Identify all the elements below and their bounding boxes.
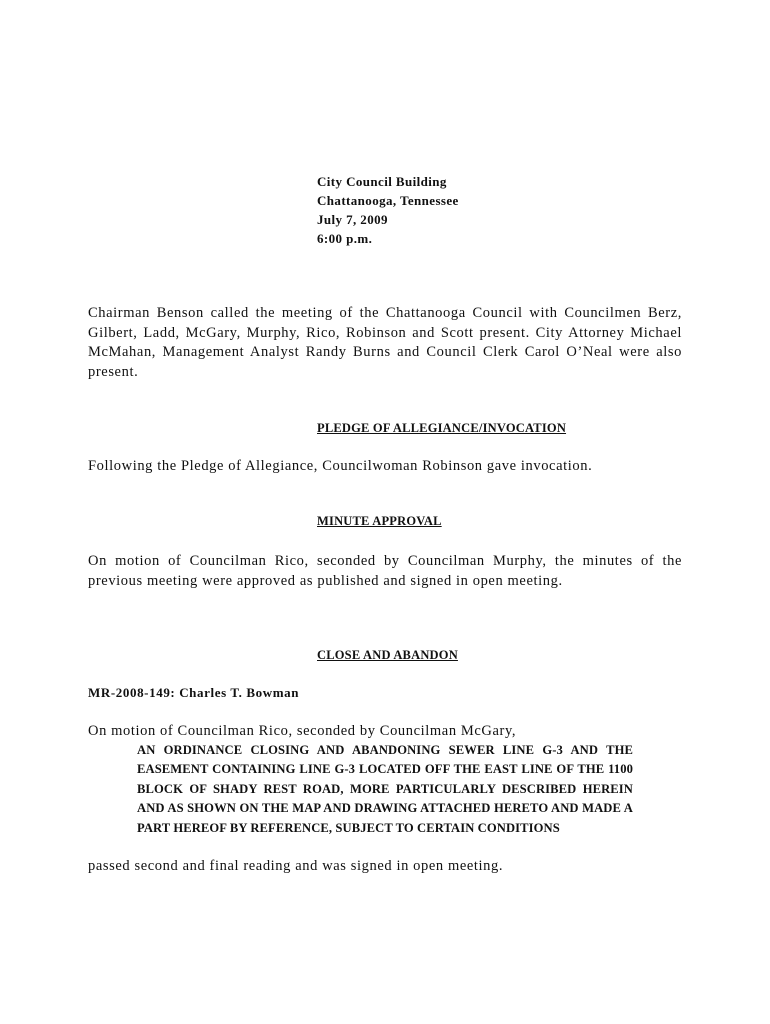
pledge-heading: PLEDGE OF ALLEGIANCE/INVOCATION xyxy=(317,421,567,435)
minute-approval-heading: MINUTE APPROVAL xyxy=(317,514,442,528)
ordinance-text: AN ORDINANCE CLOSING AND ABANDONING SEWER LINE G-3 AND THE EASEMENT CONTAINING LINE G-3 LOCATED OFF THE EAST LINE OF THE 1100 BLOCK OF SHADY REST ROAD, MORE PARTICULARLY DESCRIBED HEREIN AND AS SHOWN ON THE MAP AND DRAWING ATTACHED HERETO AND MADE A PART HEREOF BY REFERENCE, SUBJECT TO CERTAIN CONDITIONS xyxy=(137,743,633,835)
ordinance-result: passed second and final reading and was signed in open meeting. xyxy=(88,858,504,874)
case-number: MR-2008-149: Charles T. Bowman xyxy=(88,685,300,700)
header-time: 6:00 p.m. xyxy=(317,231,373,246)
minute-approval-text: On motion of Councilman Rico, seconded by Councilman Murphy, the minutes of the previous meeting were approved as published and signed in open meeting. xyxy=(88,553,682,589)
pledge-text: Following the Pledge of Allegiance, Councilwoman Robinson gave invocation. xyxy=(88,458,593,474)
header-date: July 7, 2009 xyxy=(317,212,388,227)
opening-paragraph: Chairman Benson called the meeting of the Chattanooga Council with Councilmen Berz, Gilbert, Ladd, McGary, Murphy, Rico, Robinson and Scott present. City Attorney Michael McMahan, Management Analyst Randy Burns and Council Clerk Carol O’Neal were also present. xyxy=(88,305,682,380)
meeting-header xyxy=(317,172,459,248)
close-abandon-heading: CLOSE AND ABANDON xyxy=(317,648,458,662)
header-city: Chattanooga, Tennessee xyxy=(317,193,459,208)
header-location: City Council Building xyxy=(317,174,447,189)
motion-text: On motion of Councilman Rico, seconded by Councilman McGary, xyxy=(88,723,517,739)
